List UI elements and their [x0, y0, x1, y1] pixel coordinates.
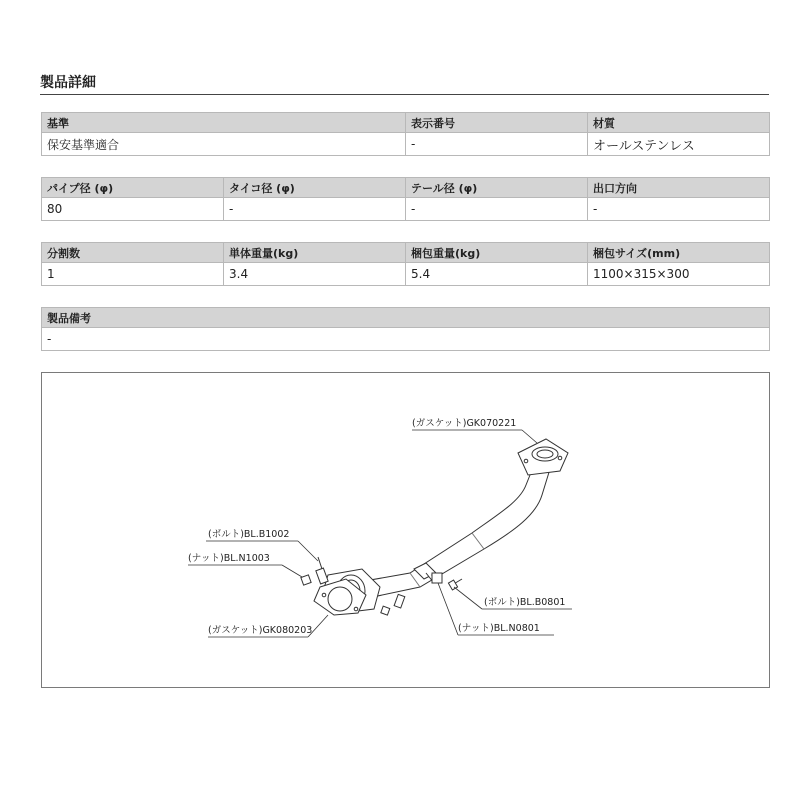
label-nut-left: (ナット)BL.N1003 — [188, 553, 270, 564]
header-material: 材質 — [588, 113, 770, 133]
value-material: オールステンレス — [588, 133, 770, 156]
label-gasket-left: (ガスケット)GK080203 — [208, 625, 313, 636]
section-title: 製品詳細 — [40, 75, 96, 91]
table-header-row — [42, 243, 770, 263]
header-pieces: 分割数 — [42, 243, 224, 263]
header-muffler-diameter: タイコ径 (φ) — [224, 178, 406, 198]
header-remarks: 製品備考 — [42, 308, 770, 328]
value-exit-direction: - — [588, 198, 770, 221]
header-exit-direction: 出口方向 — [588, 178, 770, 198]
top-gasket-drawing — [518, 439, 568, 475]
value-pipe-diameter: 80 — [42, 198, 224, 221]
table-header-row — [42, 308, 770, 328]
parts-diagram — [41, 372, 770, 688]
value-pieces: 1 — [42, 263, 224, 286]
header-tail-diameter: テール径 (φ) — [406, 178, 588, 198]
label-bolt-left: (ボルト)BL.B1002 — [208, 529, 290, 540]
table-row — [42, 263, 770, 286]
table-row — [42, 133, 770, 156]
spec-table-weights — [41, 242, 770, 286]
spec-table-remarks — [41, 307, 770, 351]
label-bolt-right: (ボルト)BL.B0801 — [484, 597, 566, 608]
header-pipe-diameter: パイプ径 (φ) — [42, 178, 224, 198]
header-display-number: 表示番号 — [406, 113, 588, 133]
label-gasket-top: (ガスケット)GK070221 — [412, 418, 517, 429]
header-package-weight: 梱包重量(kg) — [406, 243, 588, 263]
table-row — [42, 328, 770, 351]
exhaust-pipe-illustration — [42, 373, 769, 687]
table-row — [42, 198, 770, 221]
header-standard: 基準 — [42, 113, 406, 133]
table-header-row — [42, 113, 770, 133]
spec-table-standard — [41, 112, 770, 156]
value-unit-weight: 3.4 — [224, 263, 406, 286]
value-tail-diameter: - — [406, 198, 588, 221]
header-package-size: 梱包サイズ(mm) — [588, 243, 770, 263]
value-display-number: - — [406, 133, 588, 156]
value-remarks: - — [42, 328, 770, 351]
table-header-row — [42, 178, 770, 198]
value-standard: 保安基準適合 — [42, 133, 406, 156]
header-unit-weight: 単体重量(kg) — [224, 243, 406, 263]
value-package-size: 1100×315×300 — [588, 263, 770, 286]
label-nut-right: (ナット)BL.N0801 — [458, 623, 540, 634]
value-package-weight: 5.4 — [406, 263, 588, 286]
title-divider — [40, 94, 769, 95]
value-muffler-diameter: - — [224, 198, 406, 221]
spec-table-diameters — [41, 177, 770, 221]
